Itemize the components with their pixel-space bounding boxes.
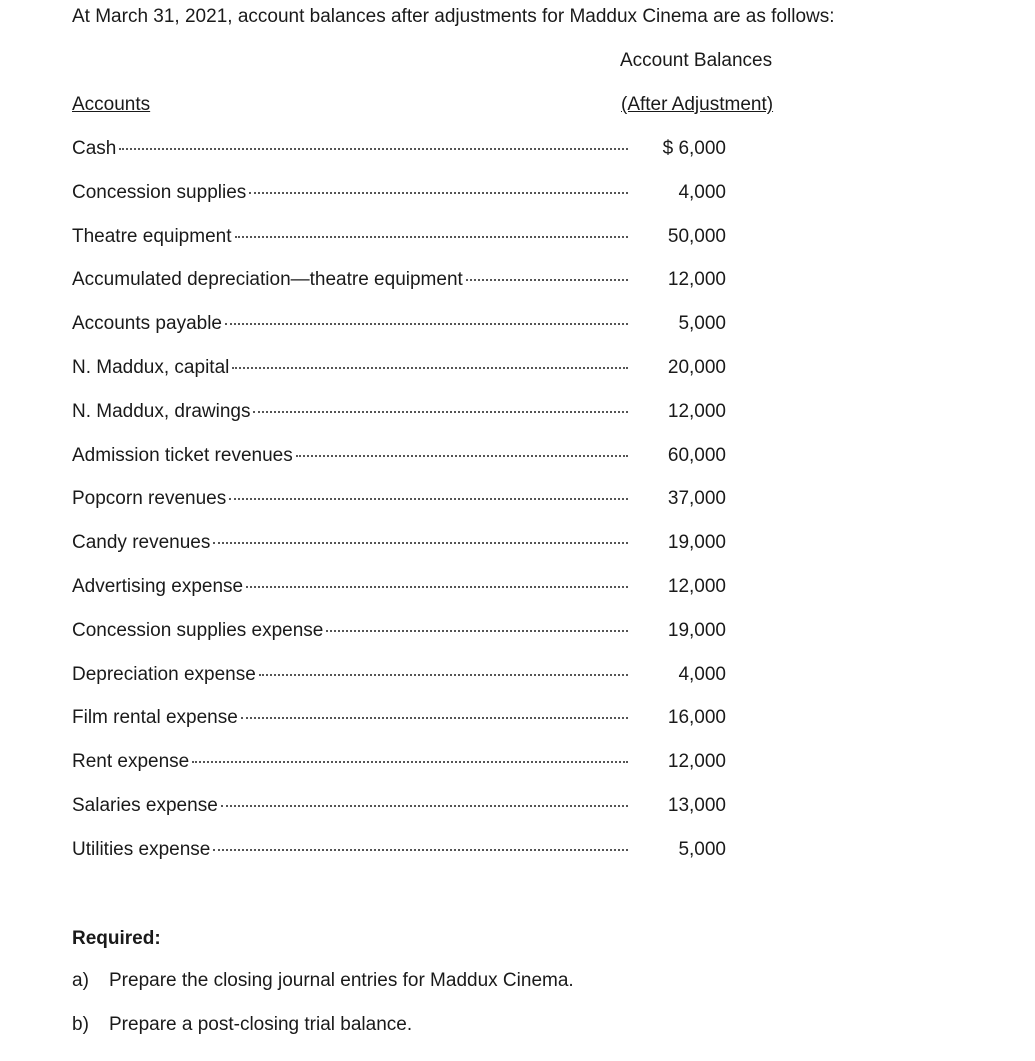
dot-leader xyxy=(246,585,628,588)
account-name: N. Maddux, capital xyxy=(72,356,230,378)
account-name: Rent expense xyxy=(72,751,190,773)
account-row xyxy=(72,226,732,270)
account-name: Depreciation expense xyxy=(72,663,256,685)
account-row xyxy=(72,445,732,489)
account-amount: 12,000 xyxy=(667,269,726,291)
account-row xyxy=(72,182,732,226)
account-name: Concession supplies expense xyxy=(72,619,324,641)
account-row xyxy=(72,313,732,357)
account-row xyxy=(72,576,732,620)
dot-leader xyxy=(232,366,628,369)
dot-leader xyxy=(249,191,628,194)
required-heading: Required: xyxy=(72,928,161,949)
account-name: Film rental expense xyxy=(72,707,238,729)
account-amount: 50,000 xyxy=(667,225,726,247)
account-row xyxy=(72,138,732,182)
account-amount: 5,000 xyxy=(678,838,726,860)
account-row xyxy=(72,751,732,795)
account-name: Cash xyxy=(72,138,117,159)
task-letter: a) xyxy=(72,970,89,991)
account-name: Admission ticket revenues xyxy=(72,444,293,466)
task-a xyxy=(72,970,574,992)
account-name: Accumulated depreciation—theatre equipment xyxy=(72,269,463,291)
account-amount: 16,000 xyxy=(667,707,726,729)
dot-leader xyxy=(221,804,628,807)
account-name: Popcorn revenues xyxy=(72,488,227,510)
dot-leader xyxy=(259,673,628,676)
dot-leader xyxy=(253,410,628,413)
account-name: Salaries expense xyxy=(72,794,218,816)
account-balances-header: Account Balances xyxy=(620,50,773,71)
account-row xyxy=(72,401,732,445)
dot-leader xyxy=(119,147,628,150)
dot-leader xyxy=(213,541,628,544)
account-amount: 12,000 xyxy=(667,751,726,773)
dot-leader xyxy=(192,760,628,763)
account-name: Theatre equipment xyxy=(72,225,232,247)
task-b xyxy=(72,1014,412,1036)
account-amount: $ 6,000 xyxy=(662,138,726,159)
account-row xyxy=(72,357,732,401)
dot-leader xyxy=(225,322,628,325)
account-amount: 60,000 xyxy=(667,444,726,466)
account-name: Candy revenues xyxy=(72,532,211,554)
dot-leader xyxy=(235,235,629,238)
account-row xyxy=(72,795,732,839)
account-amount: 12,000 xyxy=(667,575,726,597)
dot-leader xyxy=(229,497,628,500)
account-amount: 5,000 xyxy=(678,313,726,335)
account-row xyxy=(72,532,732,576)
account-row xyxy=(72,269,732,313)
account-name: Utilities expense xyxy=(72,838,211,860)
after-adjustment-header: (After Adjustment) xyxy=(621,94,774,115)
account-row xyxy=(72,664,732,708)
account-amount: 12,000 xyxy=(667,400,726,422)
account-name: N. Maddux, drawings xyxy=(72,400,251,422)
account-amount: 4,000 xyxy=(678,663,726,685)
account-name: Advertising expense xyxy=(72,575,244,597)
account-row xyxy=(72,707,732,751)
dot-leader xyxy=(241,716,628,719)
accounts-list xyxy=(72,138,732,883)
dot-leader xyxy=(213,848,628,851)
task-text: Prepare a post-closing trial balance. xyxy=(109,1014,413,1035)
account-amount: 13,000 xyxy=(667,794,726,816)
account-name: Accounts payable xyxy=(72,313,222,335)
account-name: Concession supplies xyxy=(72,181,247,203)
account-amount: 37,000 xyxy=(667,488,726,510)
dot-leader xyxy=(466,278,628,281)
dot-leader xyxy=(326,629,628,632)
task-text: Prepare the closing journal entries for Maddux Cinema. xyxy=(109,970,574,991)
account-row xyxy=(72,839,732,883)
account-amount: 19,000 xyxy=(667,532,726,554)
intro-text: At March 31, 2021, account balances after adjustments for Maddux Cinema are as follows: xyxy=(72,6,835,27)
dot-leader xyxy=(296,454,628,457)
task-letter: b) xyxy=(72,1014,89,1035)
account-amount: 19,000 xyxy=(667,619,726,641)
account-amount: 20,000 xyxy=(667,356,726,378)
accounts-header: Accounts xyxy=(72,94,151,115)
account-row xyxy=(72,488,732,532)
account-row xyxy=(72,620,732,664)
account-amount: 4,000 xyxy=(678,181,726,203)
